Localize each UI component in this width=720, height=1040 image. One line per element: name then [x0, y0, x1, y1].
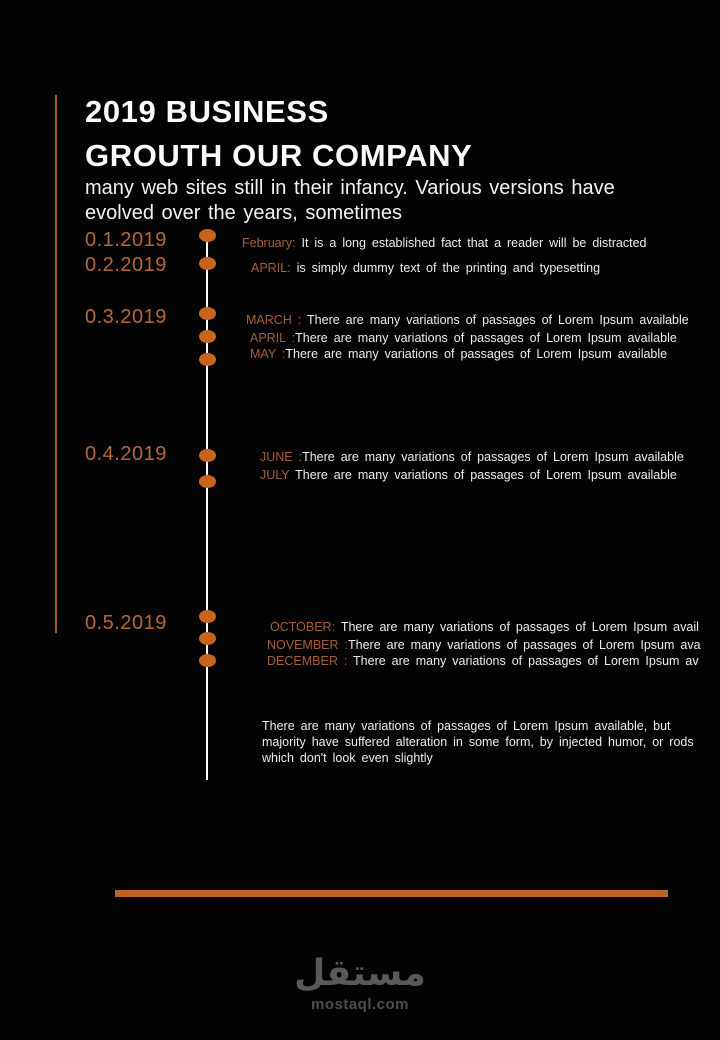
mostaql-domain-text: mostaql.com: [310, 996, 410, 1013]
month-label: DECEMBER :: [267, 654, 354, 668]
poster-title: [85, 90, 472, 178]
month-label: APRIL :: [250, 331, 296, 345]
timeline-entry-december: [267, 654, 699, 668]
timeline-entry-july: [260, 468, 677, 482]
timeline-date-5: 0.5.2019: [85, 612, 167, 634]
entry-text: There are many variations of passages of Lorem Ipsum available: [295, 331, 677, 345]
timeline-entry-october: [270, 620, 699, 634]
month-label: February:: [242, 236, 296, 250]
timeline-entry-march: [246, 313, 689, 327]
timeline-entry-may: [250, 347, 667, 361]
month-label: APRIL:: [251, 261, 291, 275]
entry-text: It is a long established fact that a reader will be distracted: [295, 236, 647, 250]
poster-subtitle: many web sites still in their infancy. Various versions have evolved over the years, sometimes: [85, 177, 615, 224]
entry-text: There are many variations of passages of Lorem Ipsum available: [301, 313, 689, 327]
month-label: JUNE :: [260, 450, 303, 464]
entry-text: is simply dummy text of the printing and typesetting: [290, 261, 601, 275]
entry-text: There are many variations of passages of Lorem Ipsum available: [302, 450, 684, 464]
closing-paragraph: There are many variations of passages of Lorem Ipsum available, but majority have suffered alteration in some form, by injected humor, or rods which don't look even slightly: [262, 719, 694, 765]
entry-text: There are many variations of passages of Lorem Ipsum available: [285, 347, 668, 361]
timeline-dot: [199, 610, 216, 623]
month-label: MAY :: [250, 347, 286, 361]
timeline-entry-november: [267, 638, 701, 652]
month-label: MARCH :: [246, 313, 302, 327]
month-label: OCTOBER:: [270, 620, 341, 634]
timeline-dot: [199, 257, 216, 270]
entry-text: There are many variations of passages of Lorem Ipsum avail: [340, 620, 699, 634]
timeline-dot: [199, 307, 216, 320]
timeline-entry-february: [242, 236, 647, 250]
timeline-dot: [199, 654, 216, 667]
mostaql-arabic-logo: مستقل: [294, 953, 426, 994]
timeline-entry-june: [260, 450, 684, 464]
entry-text: There are many variations of passages of Lorem Ipsum ava: [348, 638, 701, 652]
entry-text: There are many variations of passages of Lorem Ipsum available: [295, 468, 677, 482]
timeline-date-3: 0.3.2019: [85, 306, 167, 328]
timeline-dot: [199, 632, 216, 645]
entry-text: There are many variations of passages of Lorem Ipsum av: [353, 654, 699, 668]
poster-title-line2: GROUTH OUR COMPANY: [85, 138, 473, 173]
timeline-dot: [199, 449, 216, 462]
left-accent-line: [55, 95, 57, 633]
timeline-dot: [199, 229, 216, 242]
timeline-date-4: 0.4.2019: [85, 443, 167, 465]
timeline-entry-april-1: [251, 261, 600, 275]
timeline-date-1: 0.1.2019: [85, 229, 167, 251]
poster-title-line1: 2019 BUSINESS: [85, 94, 329, 129]
month-label: JULY: [260, 468, 296, 482]
timeline-dot: [199, 353, 216, 366]
timeline-date-2: 0.2.2019: [85, 254, 167, 276]
timeline-entry-april-2: [250, 331, 677, 345]
timeline-dot: [199, 475, 216, 488]
month-label: NOVEMBER :: [267, 638, 348, 652]
bottom-accent-bar: [115, 890, 668, 897]
timeline-dot: [199, 330, 216, 343]
mostaql-watermark: [0, 952, 720, 1013]
